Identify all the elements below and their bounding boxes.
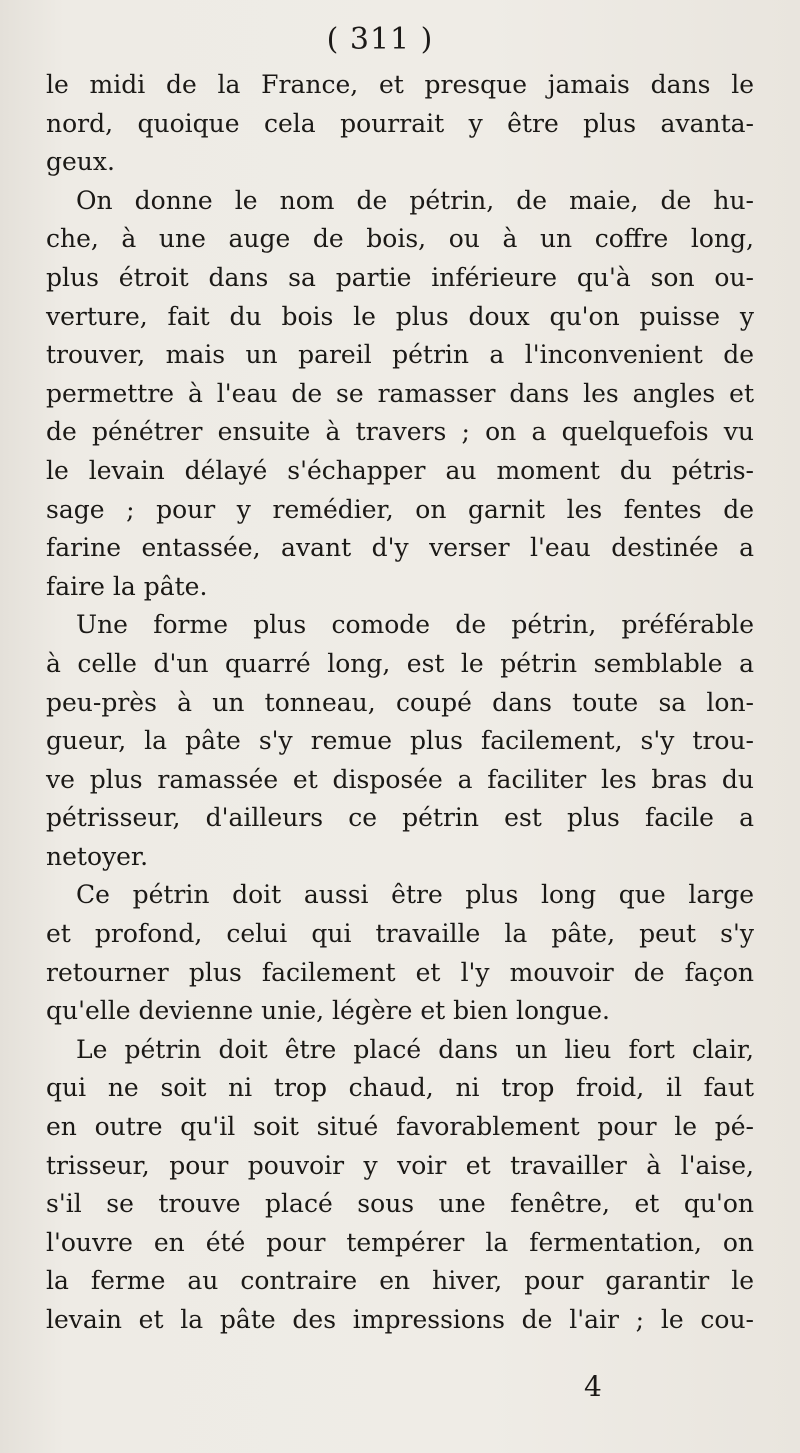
text-line: peu-près à un tonneau, coupé dans toute sa lon- [46, 687, 754, 717]
paragraph-first-line: Le pétrin doit être placé dans un lieu fort clair, [76, 1034, 754, 1064]
text-line: gueur, la pâte s'y remue plus facilement, s'y trou- [46, 726, 754, 756]
paragraph-first-line: Ce pétrin doit aussi être plus long que large [76, 880, 754, 910]
text-line: che, à une auge de bois, ou à un coffre long, [46, 224, 754, 254]
text-line: à celle d'un quarré long, est le pétrin semblable a [46, 648, 754, 678]
body-text [46, 66, 754, 1340]
text-line: en outre qu'il soit situé favorablement pour le pé- [46, 1112, 754, 1142]
text-line: nord, quoique cela pourrait y être plus avanta- [46, 108, 754, 138]
text-line: trisseur, pour pouvoir y voir et travailler à l'aise, [46, 1150, 754, 1180]
text-line: le midi de la France, et presque jamais dans le [46, 70, 754, 99]
text-line: permettre à l'eau de se ramasser dans les angles et [46, 378, 754, 408]
page-number: ( 311 ) [326, 22, 434, 57]
text-line: trouver, mais un pareil pétrin a l'inconvenient de [46, 340, 754, 370]
signature-mark: 4 [584, 1370, 602, 1403]
text-line: et profond, celui qui travaille la pâte, peut s'y [46, 919, 754, 949]
text-line: verture, fait du bois le plus doux qu'on puisse y [46, 301, 754, 331]
text-line: sage ; pour y remédier, on garnit les fentes de [46, 494, 754, 524]
text-line: faire la pâte. [46, 571, 208, 601]
text-line: l'ouvre en été pour tempérer la fermentation, on [46, 1227, 754, 1257]
text-line: qui ne soit ni trop chaud, ni trop froid, il faut [46, 1073, 754, 1103]
paragraph-first-line: On donne le nom de pétrin, de maie, de hu- [76, 185, 754, 215]
text-line: s'il se trouve placé sous une fenêtre, et qu'on [46, 1189, 754, 1219]
text-line: geux. [46, 147, 115, 177]
text-line: farine entassée, avant d'y verser l'eau destinée a [46, 533, 754, 563]
text-line: levain et la pâte des impressions de l'air ; le cou- [46, 1305, 754, 1334]
text-line: ve plus ramassée et disposée a faciliter les bras du [46, 764, 754, 794]
text-line: qu'elle devienne unie, légère et bien longue. [46, 996, 610, 1026]
text-line: de pénétrer ensuite à travers ; on a quelquefois vu [46, 417, 754, 447]
text-line: retourner plus facilement et l'y mouvoir de façon [46, 957, 754, 987]
paragraph-first-line: Une forme plus comode de pétrin, préférable [76, 610, 754, 640]
text-line: netoyer. [46, 841, 149, 871]
text-line: pétrisseur, d'ailleurs ce pétrin est plus facile a [46, 803, 754, 833]
text-line: la ferme au contraire en hiver, pour garantir le [46, 1266, 754, 1296]
text-line: le levain délayé s'échapper au moment du pétris- [46, 455, 754, 485]
text-line: plus étroit dans sa partie inférieure qu'à son ou- [46, 262, 754, 292]
